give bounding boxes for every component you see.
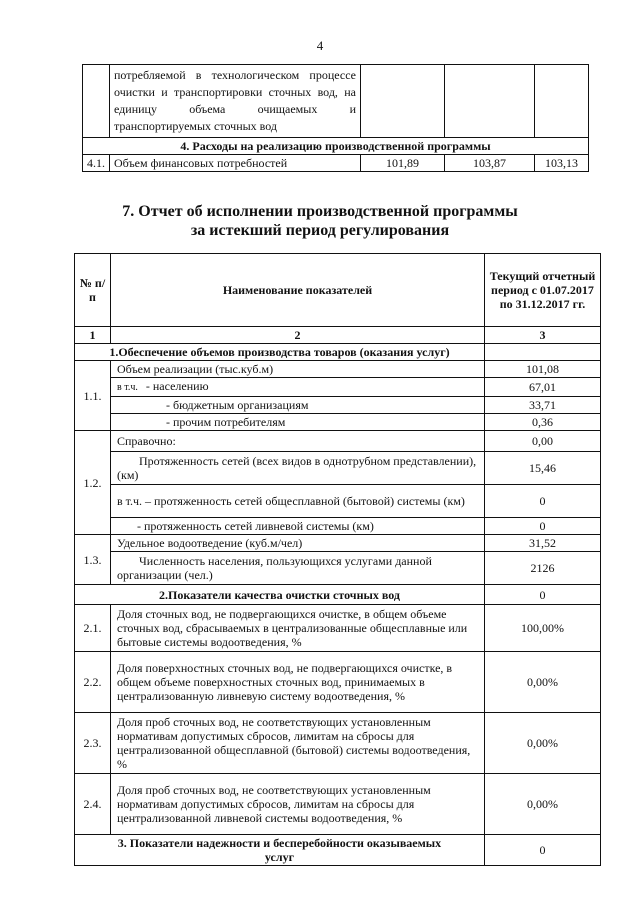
table-row — [75, 452, 601, 485]
row-label: - бюджетным организациям — [111, 397, 485, 414]
row-label: Доля сточных вод, не подвергающихся очистке, в общем объеме сточных вод, сбрасываемых в централизованные общесплавные или бытовые системы водоотведения, % — [111, 605, 485, 652]
group-row — [75, 585, 601, 605]
section-row — [83, 138, 589, 155]
table-row — [75, 652, 601, 713]
row-value: 0,00% — [485, 652, 601, 713]
table-row — [75, 713, 601, 774]
row-label: Протяженность сетей (всех видов в однотрубном представлении), (км) — [111, 452, 485, 485]
title-line-1: 7. Отчет об исполнении производственной программы — [122, 203, 518, 220]
table-row — [75, 414, 601, 431]
row-value: 103,13 — [535, 155, 589, 172]
group-title: 2.Показатели качества очистки сточных вод — [75, 585, 485, 605]
report-table — [74, 253, 601, 866]
row-value: 33,71 — [485, 397, 601, 414]
row-value: 0,00% — [485, 713, 601, 774]
group-title: 3. Показатели надежности и бесперебойности оказываемых услуг — [75, 835, 485, 866]
table-row — [75, 397, 601, 414]
row-value: 101,89 — [361, 155, 445, 172]
row-label: в т.ч. – протяженность сетей общесплавной (бытовой) системы (км) — [111, 485, 485, 518]
row-label: - населению — [145, 379, 209, 393]
group-title: 1.Обеспечение объемов производства товаров (оказания услуг) — [75, 344, 485, 361]
table-row — [75, 378, 601, 397]
header-period: Текущий отчетный период с 01.07.2017 по 31.12.2017 гг. — [485, 254, 601, 327]
row-label: Объем реализации (тыс.куб.м) — [111, 361, 485, 378]
table-row — [75, 518, 601, 535]
header-name: Наименование показателей — [111, 254, 485, 327]
group-row — [75, 344, 601, 361]
row-number: 2.4. — [75, 774, 111, 835]
row-number: 2.1. — [75, 605, 111, 652]
row-label: Доля проб сточных вод, не соответствующих установленным нормативам допустимых сбросов, лимитам на сбросы для централизованной ливневой системы водоотведения, % — [111, 774, 485, 835]
row-value: 31,52 — [485, 535, 601, 552]
row-number: 2.2. — [75, 652, 111, 713]
table-row — [83, 65, 589, 138]
row-label: Численность населения, пользующихся услугами данной организации (чел.) — [111, 552, 485, 585]
row-label: Справочно: — [111, 431, 485, 452]
top-table — [82, 64, 589, 172]
table-row — [75, 605, 601, 652]
table-row — [75, 552, 601, 585]
row-value: 0 — [485, 485, 601, 518]
table-row — [75, 431, 601, 452]
row-value: 67,01 — [485, 378, 601, 397]
group-value: 0 — [485, 835, 601, 866]
row-label: Доля поверхностных сточных вод, не подвергающихся очистке, в общем объеме поверхностных сточных вод, принимаемых в централизованную ливневую систему водоотведения, % — [111, 652, 485, 713]
table-row — [83, 155, 589, 172]
row-number: 4.1. — [83, 155, 110, 172]
header-row — [75, 254, 601, 327]
row-label: - прочим потребителям — [111, 414, 485, 431]
row-label: - протяженность сетей ливневой системы (км) — [111, 518, 485, 535]
table-row — [75, 361, 601, 378]
row-label: Доля проб сточных вод, не соответствующих установленным нормативам допустимых сбросов, лимитам на сбросы для централизованной общесплавной (бытовой) системы водоотведения, % — [111, 713, 485, 774]
section-title — [0, 202, 640, 240]
header-num: № п/п — [75, 254, 111, 327]
row-number: 1.1. — [75, 361, 111, 431]
row-value: 15,46 — [485, 452, 601, 485]
group-row — [75, 835, 601, 866]
row-label: Объем финансовых потребностей — [110, 155, 361, 172]
row-text: потребляемой в технологическом процессе очистки и транспортировки сточных вод, на единицу объема очищаемых и транспортируемых сточных вод — [110, 65, 361, 138]
section-title: 4. Расходы на реализацию производственной программы — [83, 138, 589, 155]
column-number-row — [75, 327, 601, 344]
row-number: 1.2. — [75, 431, 111, 535]
table-row — [75, 485, 601, 518]
row-value: 0,36 — [485, 414, 601, 431]
row-value: 0,00 — [485, 431, 601, 452]
row-value: 100,00% — [485, 605, 601, 652]
row-value: 101,08 — [485, 361, 601, 378]
title-line-2: за истекший период регулирования — [190, 222, 450, 239]
table-row — [75, 535, 601, 552]
col-number: 1 — [75, 327, 111, 344]
col-number: 3 — [485, 327, 601, 344]
row-prefix: в т.ч. — [117, 382, 138, 393]
row-label-cell — [111, 378, 485, 397]
row-value: 2126 — [485, 552, 601, 585]
table-row — [75, 774, 601, 835]
row-value: 103,87 — [445, 155, 535, 172]
row-value: 0 — [485, 518, 601, 535]
row-number: 2.3. — [75, 713, 111, 774]
page-number: 4 — [316, 38, 324, 53]
row-number: 1.3. — [75, 535, 111, 585]
group-value: 0 — [485, 585, 601, 605]
col-number: 2 — [111, 327, 485, 344]
row-value: 0,00% — [485, 774, 601, 835]
row-label: Удельное водоотведение (куб.м/чел) — [111, 535, 485, 552]
